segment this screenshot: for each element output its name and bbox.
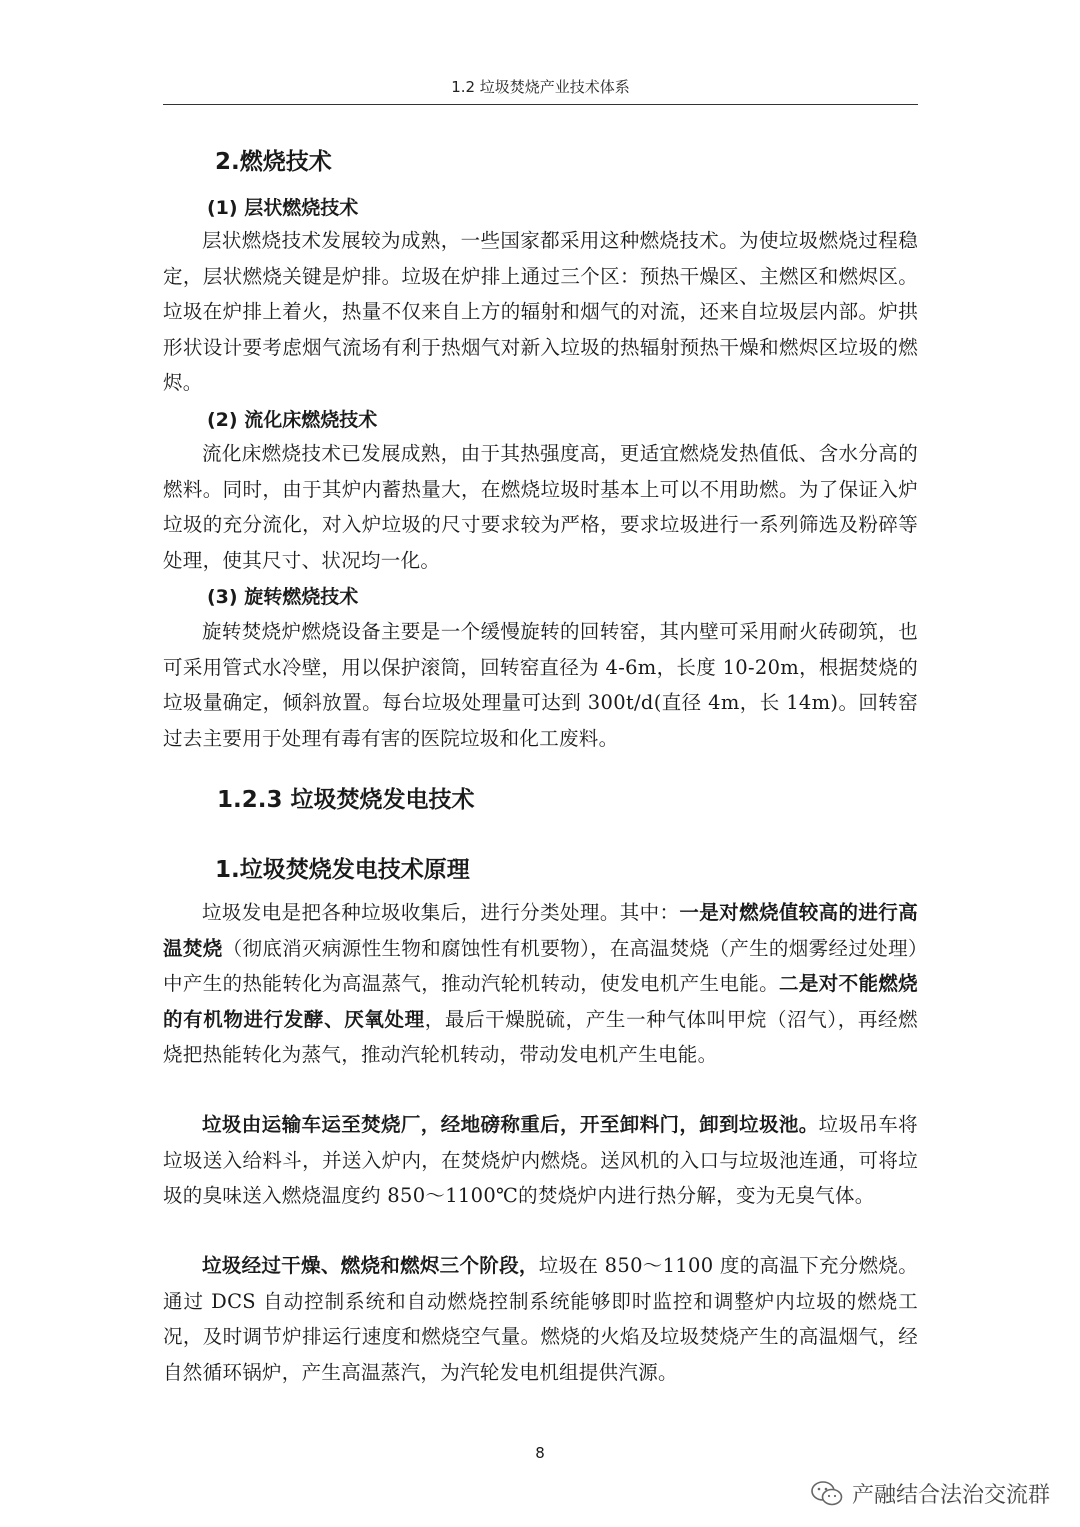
header-rule [163, 104, 918, 105]
watermark-text: 产融结合法治交流群 [851, 1483, 1050, 1508]
bold-run: 垃圾由运输车运至焚烧厂，经地磅称重后，开至卸料门，卸到垃圾池。 [202, 1113, 819, 1136]
text-run: （彻底消灭病源性生物和腐蚀性有机要物），在高温焚烧（产生的烟雾经过处理）中产生的热能转化为高温蒸气，推动汽轮机转动，使发电机产生电能。 [163, 936, 918, 995]
subheading-fluidized: (2) 流化床燃烧技术 [207, 409, 378, 431]
section-heading-combustion: 2.燃烧技术 [215, 149, 332, 175]
paragraph-layered: 层状燃烧技术发展较为成熟，一些国家都采用这种燃烧技术。为使垃圾燃烧过程稳定，层状燃烧关键是炉排。垃圾在炉排上通过三个区：预热干燥区、主燃区和燃烬区。垃圾在炉排上着火，热量不仅来自上方的辐射和烟气的对流，还来自垃圾层内部。炉拱形状设计要考虑烟气流场有利于热烟气对新入垃圾的热辐射预热干燥和燃烬区垃圾的燃烬。 [163, 229, 918, 394]
text-run: ，最后干燥脱硫，产生一种气体叫甲烷（沼气），再经燃烧把热能转化为蒸气，推动汽轮机转动，带动发电机产生电能。 [163, 1007, 918, 1066]
watermark [810, 1478, 1050, 1509]
paragraph-principle-2 [163, 1107, 918, 1214]
section-heading-power: 1.2.3 垃圾焚烧发电技术 [217, 787, 475, 813]
text-run: 垃圾发电是把各种垃圾收集后，进行分类处理。其中： [202, 901, 680, 924]
wechat-icon [810, 1480, 844, 1508]
text-run: 垃圾吊车将垃圾送入给料斗，并送入炉内，在焚烧炉内燃烧。送风机的入口与垃圾池连通，可将垃圾的臭味送入燃烧温度约 850～1100℃的焚烧炉内进行热分解，变为无臭气体。 [163, 1113, 918, 1207]
bold-run: 一是对燃烧值较高的进行高温焚烧 [163, 901, 918, 960]
bold-run: 垃圾经过干燥、燃烧和燃烬三个阶段， [202, 1254, 539, 1277]
subheading-layered: (1) 层状燃烧技术 [207, 197, 359, 219]
bold-run: 二是对不能燃烧的有机物进行发酵、厌氧处理 [163, 972, 918, 1031]
running-header: 1.2 垃圾焚烧产业技术体系 [451, 78, 630, 96]
paragraph-principle-1 [163, 895, 918, 1073]
subheading-rotary: (3) 旋转燃烧技术 [207, 586, 359, 608]
paragraph-fluidized: 流化床燃烧技术已发展成熟，由于其热强度高，更适宜燃烧发热值低、含水分高的燃料。同时，由于其炉内蓄热量大，在燃烧垃圾时基本上可以不用助燃。为了保证入炉垃圾的充分流化，对入炉垃圾的尺寸要求较为严格，要求垃圾进行一系列筛选及粉碎等处理，使其尺寸、状况均一化。 [163, 442, 918, 572]
page-number: 8 [535, 1444, 545, 1462]
paragraph-rotary: 旋转焚烧炉燃烧设备主要是一个缓慢旋转的回转窑，其内壁可采用耐火砖砌筑，也可采用管式水冷壁，用以保护滚筒，回转窑直径为 4-6m，长度 10-20m，根据焚烧的垃圾量确定，倾斜放置。每台垃圾处理量可达到 300t/d(直径 4m，长 14m)。回转窑过去主要用于处理有毒有害的医院垃圾和化工废料。 [163, 620, 918, 750]
subheading-principle: 1.垃圾焚烧发电技术原理 [215, 857, 470, 883]
paragraph-principle-3 [163, 1248, 918, 1390]
text-run: 垃圾在 850～1100 度的高温下充分燃烧。通过 DCS 自动控制系统和自动燃烧控制系统能够即时监控和调整炉内垃圾的燃烧工况，及时调节炉排运行速度和燃烧空气量。燃烧的火焰及垃圾焚烧产生的高温烟气，经自然循环锅炉，产生高温蒸汽，为汽轮发电机组提供汽源。 [163, 1254, 918, 1384]
